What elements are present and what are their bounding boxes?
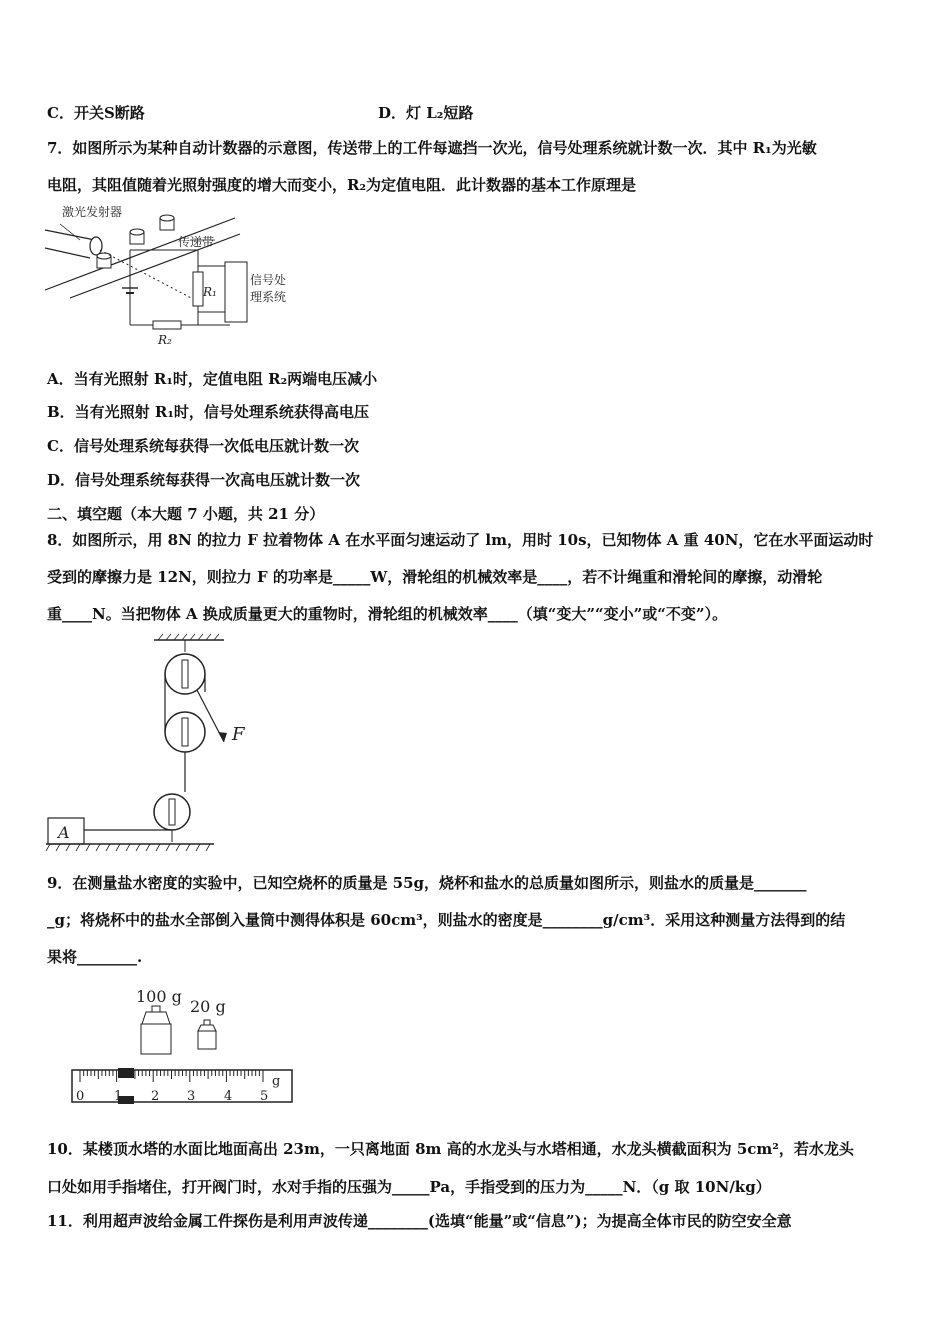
laser-emitter-label: 激光发射器 xyxy=(62,205,123,219)
force-label: F xyxy=(232,724,245,745)
q7-option-c: C．信号处理系统每获得一次低电压就计数一次 xyxy=(47,437,359,455)
tick-label: 4 xyxy=(224,1089,233,1104)
weight-20g-label: 20 g xyxy=(190,997,226,1016)
q9-line1: 9．在测量盐水密度的实验中，已知空烧杯的质量是 55g，烧杯和盐水的总质量如图所示，则盐水的质量是_______ xyxy=(47,874,807,892)
section-heading: 二、填空题（本大题 7 小题，共 21 分） xyxy=(47,505,325,523)
q10-line1: 10．某楼顶水塔的水面比地面高出 23m，一只离地面 8m 高的水龙头与水塔相通，水龙头横截面积为 5cm²，若水龙头 xyxy=(47,1140,854,1158)
tick-label: 1 xyxy=(114,1089,123,1104)
q7-option-a: A．当有光照射 R₁时，定值电阻 R₂两端电压减小 xyxy=(47,370,378,388)
signal-label-line2: 理系统 xyxy=(250,290,287,304)
r2-label: R₂ xyxy=(158,333,172,347)
belt-label: 传递带 xyxy=(178,235,215,249)
r1-label: R₁ xyxy=(203,285,217,299)
tick-label: 3 xyxy=(187,1089,196,1104)
q9-line3: 果将________. xyxy=(47,948,143,966)
q6-option-c: C．开关S断路 xyxy=(47,104,145,122)
q8-line1: 8．如图所示，用 8N 的拉力 F 拉着物体 A 在水平面匀速运动了 lm，用时 10s，已知物体 A 重 40N，它在水平面运动时 xyxy=(47,531,874,549)
q10-line2: 口处如用手指堵住，打开阀门时，水对手指的压强为_____Pa，手指受到的压力为_____N．（g 取 10N/kg） xyxy=(47,1178,771,1196)
signal-label-line1: 信号处 xyxy=(250,273,287,287)
q8-line3: 重____N。当把物体 A 换成质量更大的重物时，滑轮组的机械效率____（填“变大”“变小”或“不变”）。 xyxy=(47,605,728,623)
q9-line2: _g；将烧杯中的盐水全部倒入量筒中测得体积是 60cm³，则盐水的密度是________g/cm³．采用这种测量方法得到的结 xyxy=(47,911,846,929)
block-label: A xyxy=(58,823,70,842)
q6-option-d: D．灯 L₂短路 xyxy=(378,104,474,122)
q9-balance-diagram xyxy=(66,984,296,1106)
ruler-unit: g xyxy=(272,1074,281,1089)
q7-stem-line2: 电阻，其阻值随着光照射强度的增大而变小，R₂为定值电阻．此计数器的基本工作原理是 xyxy=(47,176,637,194)
tick-label: 2 xyxy=(151,1089,160,1104)
q11-line1: 11．利用超声波给金属工件探伤是利用声波传递________(选填“能量”或“信息”)；为提高全体市民的防空安全意 xyxy=(47,1212,792,1230)
tick-label: 5 xyxy=(260,1089,269,1104)
q7-stem-line1: 7．如图所示为某种自动计数器的示意图，传送带上的工件每遮挡一次光，信号处理系统就计数一次．其中 R₁为光敏 xyxy=(47,139,817,157)
q7-counter-diagram xyxy=(40,200,310,350)
weight-100g-label: 100 g xyxy=(136,987,182,1006)
q8-line2: 受到的摩擦力是 12N，则拉力 F 的功率是_____W，滑轮组的机械效率是____，若不计绳重和滑轮间的摩擦，动滑轮 xyxy=(47,568,823,586)
tick-label: 0 xyxy=(76,1089,85,1104)
q7-option-b: B．当有光照射 R₁时，信号处理系统获得高电压 xyxy=(47,403,369,421)
q7-option-d: D．信号处理系统每获得一次高电压就计数一次 xyxy=(47,471,361,489)
q8-pulley-diagram xyxy=(44,632,284,857)
